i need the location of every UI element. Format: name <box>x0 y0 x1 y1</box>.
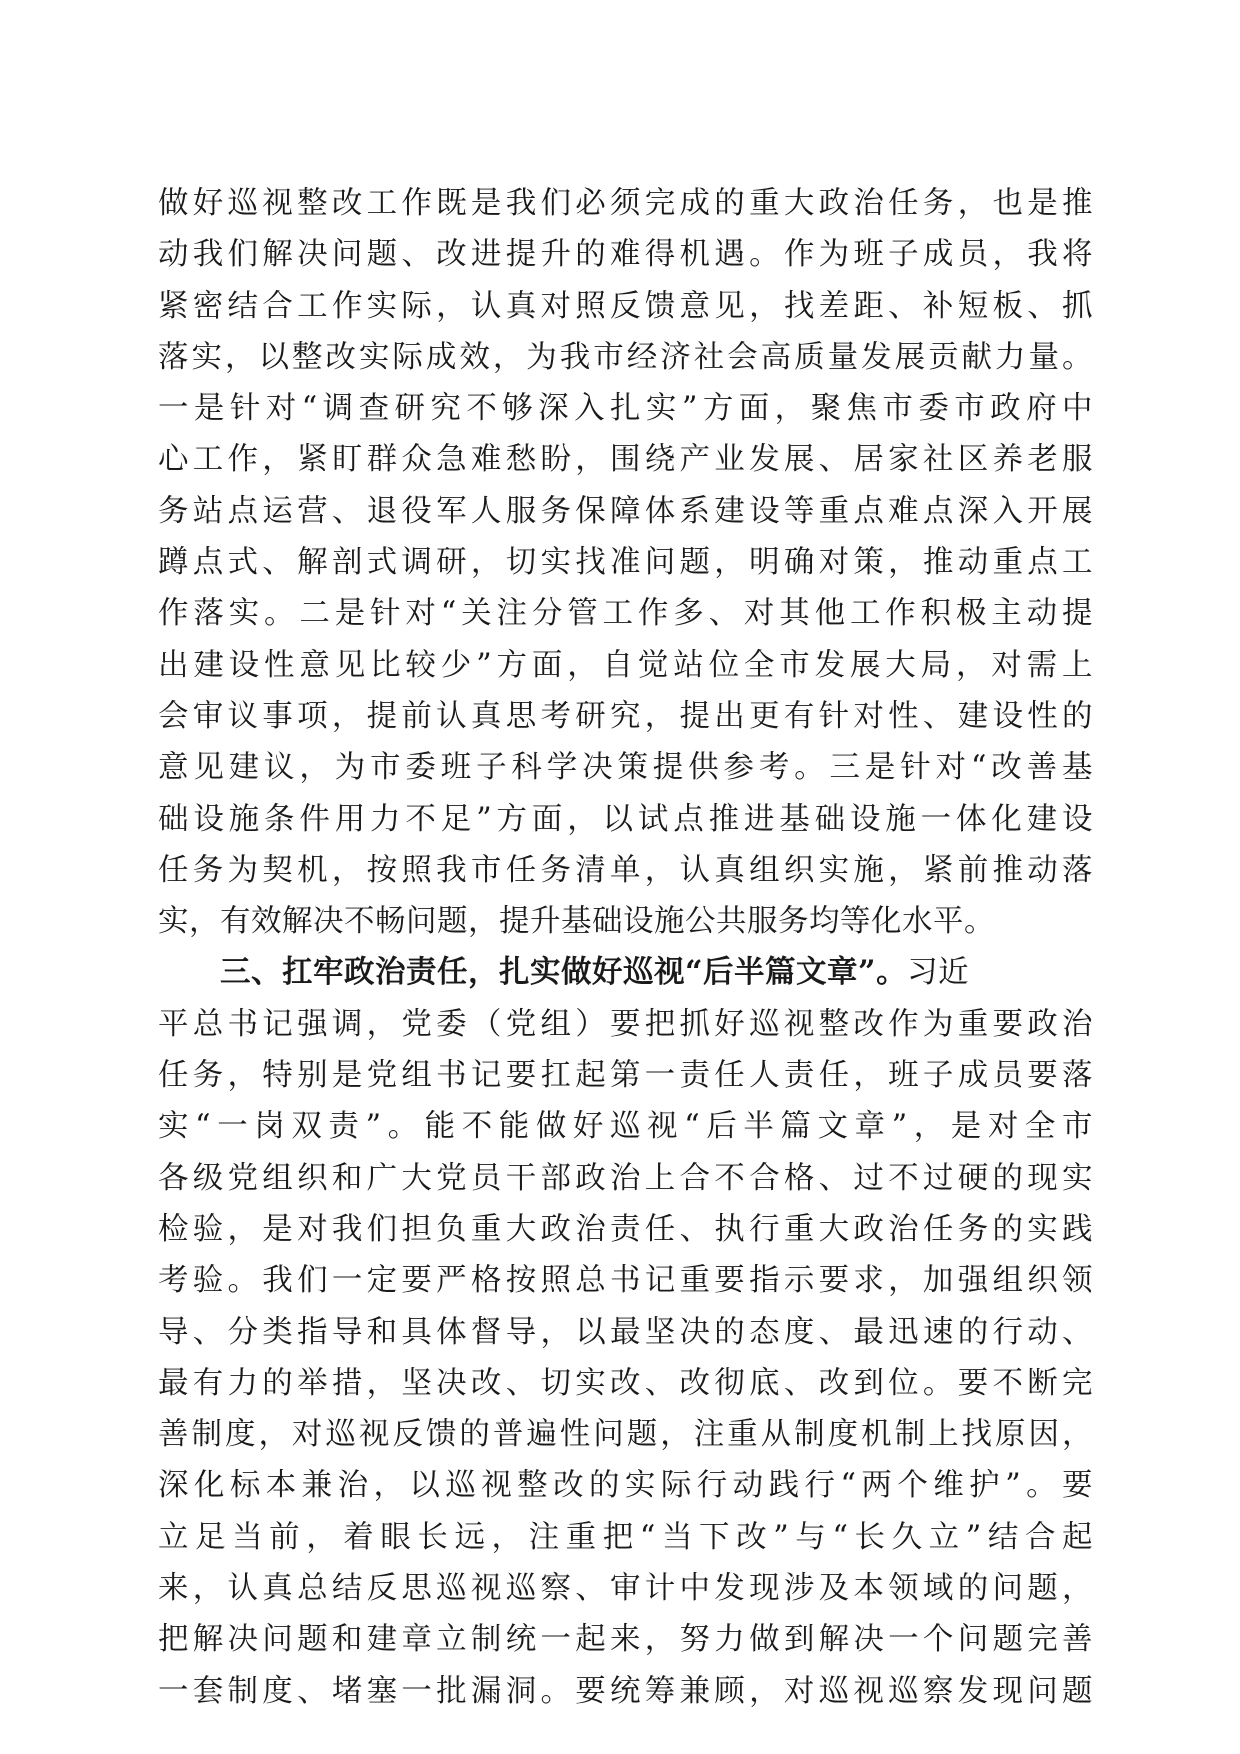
text-line: 作落实。二是针对“关注分管工作多、对其他工作积极主动提 <box>158 596 1093 632</box>
text-line: 意见建议，为市委班子科学决策提供参考。三是针对“改善基 <box>158 750 1093 786</box>
body-text <box>158 178 1093 1717</box>
text-line: 各级党组织和广大党员干部政治上合不合格、过不过硬的现实 <box>158 1160 1093 1196</box>
text-line: 检验，是对我们担负重大政治责任、执行重大政治任务的实践 <box>158 1211 1093 1247</box>
text-line: 深化标本兼治，以巡视整改的实际行动践行“两个维护”。要 <box>158 1468 1093 1504</box>
text-line: 立足当前，着眼长远，注重把“当下改”与“长久立”结合起 <box>158 1519 1093 1555</box>
text-line: 最有力的举措，坚决改、切实改、改彻底、改到位。要不断完 <box>158 1365 1093 1401</box>
section-heading-line <box>158 947 1093 998</box>
text-line: 平总书记强调，党委（党组）要把抓好巡视整改作为重要政治 <box>158 1006 1093 1042</box>
text-line: 考验。我们一定要严格按照总书记重要指示要求，加强组织领 <box>158 1263 1093 1299</box>
heading-tail-text: 习近 <box>907 955 970 991</box>
text-line: 一套制度、堵塞一批漏洞。要统筹兼顾，对巡视巡察发现问题 <box>158 1673 1093 1709</box>
text-line: 紧密结合工作实际，认真对照反馈意见，找差距、补短板、抓 <box>158 288 1093 324</box>
paragraph-end-line: 实，有效解决不畅问题，提升基础设施公共服务均等化水平。 <box>158 904 995 940</box>
text-line: 落实，以整改实际成效，为我市经济社会高质量发展贡献力量。 <box>158 339 1093 375</box>
text-line: 做好巡视整改工作既是我们必须完成的重大政治任务，也是推 <box>158 186 1093 221</box>
text-line: 来，认真总结反思巡视巡察、审计中发现涉及本领域的问题， <box>158 1571 1093 1607</box>
text-line: 出建设性意见比较少”方面，自觉站位全市发展大局，对需上 <box>158 647 1093 683</box>
text-line: 蹲点式、解剖式调研，切实找准问题，明确对策，推动重点工 <box>158 545 1093 581</box>
text-line: 务站点运营、退役军人服务保障体系建设等重点难点深入开展 <box>158 493 1093 529</box>
section-heading: 三、扛牢政治责任，扎实做好巡视“后半篇文章”。 <box>220 954 908 991</box>
text-line: 把解决问题和建章立制统一起来，努力做到解决一个问题完善 <box>158 1622 1093 1658</box>
text-line: 实“一岗双责”。能不能做好巡视“后半篇文章”，是对全市 <box>158 1109 1093 1145</box>
text-line: 动我们解决问题、改进提升的难得机遇。作为班子成员，我将 <box>158 237 1093 273</box>
text-line: 会审议事项，提前认真思考研究，提出更有针对性、建设性的 <box>158 698 1093 734</box>
text-line: 任务为契机，按照我市任务清单，认真组织实施，紧前推动落 <box>158 852 1093 888</box>
text-line: 础设施条件用力不足”方面，以试点推进基础设施一体化建设 <box>158 801 1093 837</box>
text-line: 导、分类指导和具体督导，以最坚决的态度、最迅速的行动、 <box>158 1314 1093 1350</box>
text-line: 善制度，对巡视反馈的普遍性问题，注重从制度机制上找原因， <box>158 1417 1093 1453</box>
text-line: 一是针对“调查研究不够深入扎实”方面，聚焦市委市政府中 <box>158 391 1093 427</box>
text-line: 任务，特别是党组书记要扛起第一责任人责任，班子成员要落 <box>158 1058 1093 1094</box>
text-line: 心工作，紧盯群众急难愁盼，围绕产业发展、居家社区养老服 <box>158 442 1093 478</box>
